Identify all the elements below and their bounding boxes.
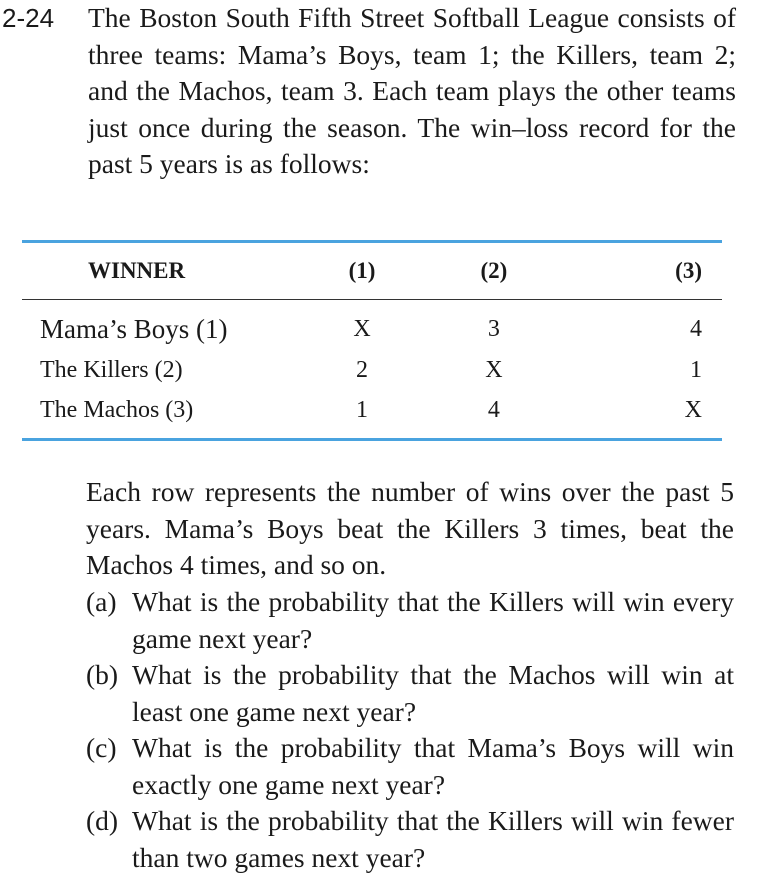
row-team-name: Mama’s Boys (1) [40, 313, 228, 344]
header-team-1: (1) [348, 258, 376, 283]
question-label: (a) [86, 586, 117, 617]
table-cell: X [485, 356, 503, 383]
header-winner: WINNER [88, 258, 186, 283]
header-team-3: (3) [675, 258, 702, 283]
win-loss-table [22, 240, 722, 441]
question-text: What is the probability that the Machos will win at least one game next year? [132, 659, 734, 727]
table-header-row [22, 242, 722, 300]
question-item [86, 730, 734, 803]
table-cell: X [353, 315, 371, 342]
question-label: (d) [86, 805, 119, 836]
table-cell: 1 [690, 356, 702, 383]
question-item [86, 584, 734, 657]
question-text: What is the probability that the Killers will win every game next year? [132, 586, 734, 654]
table-row [22, 390, 722, 440]
header-team-2: (2) [480, 258, 508, 283]
question-text: What is the probability that the Killers will win fewer than two games next year? [132, 805, 734, 873]
table-explanation: Each row represents the number of wins over the past 5 years. Mama’s Boys beat the Killers 3 times, beat the Machos 4 times, and so on. [86, 476, 734, 580]
table-cell: 4 [690, 315, 702, 342]
problem-number: 2-24 [2, 3, 55, 33]
question-list [86, 584, 734, 876]
table-row [22, 350, 722, 390]
table-cell: 2 [356, 356, 369, 383]
table-cell: 1 [356, 396, 369, 423]
question-text: What is the probability that Mama’s Boys will win exactly one game next year? [132, 732, 734, 800]
problem-intro: The Boston South Fifth Street Softball League consists of three teams: Mama’s Boys, team 1; the Killers, team 2; and the Machos, team 3. Each team plays the other teams just once during the season. The win–loss record for the past 5 years is as follows: [88, 2, 736, 179]
question-item [86, 657, 734, 730]
row-team-name: The Machos (3) [40, 396, 194, 423]
table-row [22, 300, 722, 351]
question-label: (b) [86, 659, 119, 690]
table-cell: X [684, 396, 702, 423]
row-team-name: The Killers (2) [40, 356, 183, 383]
table-cell: 4 [487, 396, 500, 423]
question-item [86, 803, 734, 876]
table-cell: 3 [487, 315, 500, 342]
question-label: (c) [86, 732, 117, 763]
